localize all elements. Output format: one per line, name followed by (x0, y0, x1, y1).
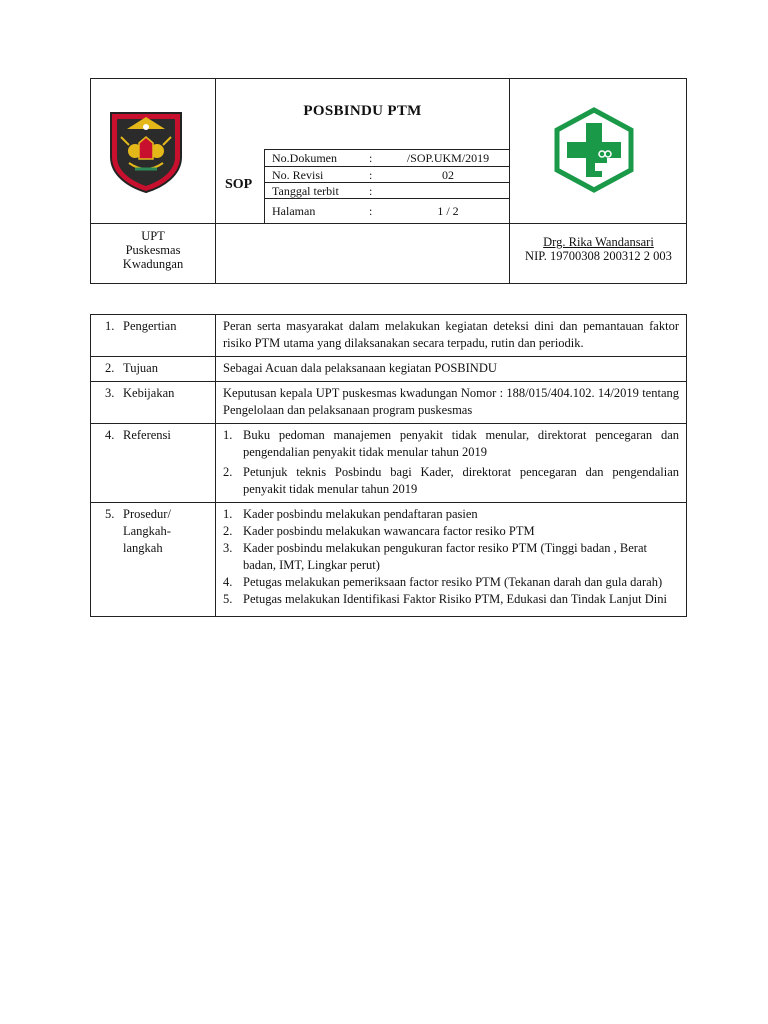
meta-key: Tanggal terbit (272, 184, 339, 198)
section-label-cell (91, 382, 216, 423)
list-item (223, 540, 679, 574)
list-item-number: 2. (223, 524, 233, 538)
section-number: 1. (105, 319, 115, 333)
section-list-cell (216, 503, 686, 616)
signatory (510, 235, 687, 263)
section-row-pengertian (91, 315, 686, 357)
meta-colon: : (369, 204, 373, 218)
upt-line: UPT (141, 229, 165, 243)
section-list-cell (216, 424, 686, 502)
signer-name: Drg. Rika Wandansari (543, 235, 654, 249)
section-label-cell (91, 424, 216, 502)
meta-row-revision (265, 167, 510, 183)
section-label-cell (91, 315, 216, 356)
list-item-text: Kader posbindu melakukan wawancara factor resiko PTM (243, 524, 535, 538)
list-item-text: Kader posbindu melakukan pengukuran factor resiko PTM (Tinggi badan , Berat badan, IMT, Lingkar perut) (243, 541, 647, 572)
section-label-cell (91, 357, 216, 381)
meta-key: Halaman (272, 204, 316, 218)
document-meta (264, 149, 509, 224)
section-text: Sebagai Acuan dala pelaksanaan kegiatan POSBINDU (223, 361, 497, 375)
meta-key: No. Revisi (272, 168, 324, 182)
sop-header-table (90, 78, 687, 284)
meta-row-document-number (265, 150, 510, 166)
section-number: 5. (105, 507, 115, 521)
divider (265, 198, 510, 199)
list-item-text: Petugas melakukan Identifikasi Faktor Risiko PTM, Edukasi dan Tindak Lanjut Dini (243, 592, 667, 606)
section-label-line: Prosedur/ (123, 507, 171, 521)
sop-label: SOP (225, 177, 253, 192)
section-label-line: Langkah- (123, 524, 171, 538)
regency-crest-logo (107, 107, 185, 193)
signer-nip: NIP. 19700308 200312 2 003 (525, 249, 672, 263)
upt-line: Puskesmas (125, 243, 181, 257)
list-item-text: Petugas melakukan pemeriksaan factor resiko PTM (Tekanan darah dan gula darah) (243, 575, 663, 589)
meta-key: No.Dokumen (272, 151, 337, 165)
list-item (223, 464, 679, 498)
upt-line: Kwadungan (122, 257, 184, 271)
list-item (223, 591, 679, 608)
upt-label (91, 229, 215, 271)
section-label: Tujuan (123, 361, 158, 375)
list-item-number: 5. (223, 592, 233, 606)
meta-value: 1 / 2 (437, 204, 459, 218)
section-number: 2. (105, 361, 115, 375)
kemenkes-logo (551, 107, 637, 193)
meta-colon: : (369, 168, 373, 182)
section-text: Keputusan kepala UPT puskesmas kwadungan Nomor : 188/015/404.102. 14/2019 tentang Pengelolaan dan pelaksanaan program puskesmas (223, 386, 679, 417)
list-item-number: 3. (223, 541, 233, 555)
section-label (123, 506, 171, 612)
meta-colon: : (369, 151, 373, 165)
meta-row-issue-date (265, 183, 510, 199)
section-label-line: langkah (123, 541, 163, 555)
section-row-referensi (91, 424, 686, 503)
section-label: Kebijakan (123, 386, 175, 400)
list-item-text: Petunjuk teknis Posbindu bagi Kader, direktorat pencegaran dan pengendalian penyakit tidak menular tahun 2019 (243, 465, 679, 496)
section-number: 4. (105, 428, 115, 442)
meta-row-page (265, 203, 510, 219)
list-item (223, 574, 679, 591)
section-label: Pengertian (123, 319, 177, 333)
meta-colon: : (369, 184, 373, 198)
section-label: Referensi (123, 428, 171, 442)
section-row-tujuan (91, 357, 686, 382)
list-item-number: 4. (223, 575, 233, 589)
section-text: Peran serta masyarakat dalam melakukan kegiatan deteksi dini dan pemantauan faktor risiko PTM utama yang dilaksanakan secara terpadu, rutin dan periodik. (223, 319, 679, 350)
section-number: 3. (105, 386, 115, 400)
meta-value: /SOP.UKM/2019 (406, 151, 490, 165)
list-item-number: 1. (223, 428, 233, 442)
meta-value: 02 (442, 168, 454, 182)
document-title: POSBINDU PTM (303, 103, 422, 119)
list-item-number: 2. (223, 465, 233, 479)
list-item (223, 506, 679, 523)
list-item-text: Kader posbindu melakukan pendaftaran pasien (243, 507, 478, 521)
section-row-kebijakan (91, 382, 686, 424)
list-item-text: Buku pedoman manajemen penyakit tidak menular, direktorat pencegaran dan pengendalian penyakit tidak menular tahun 2019 (243, 428, 679, 459)
list-item (223, 427, 679, 461)
reference-list (223, 427, 679, 498)
list-item-number: 1. (223, 507, 233, 521)
section-row-prosedur (91, 503, 686, 616)
list-item (223, 523, 679, 540)
section-label-cell (91, 503, 216, 616)
procedure-list (223, 506, 679, 608)
sop-content-table (90, 314, 687, 617)
